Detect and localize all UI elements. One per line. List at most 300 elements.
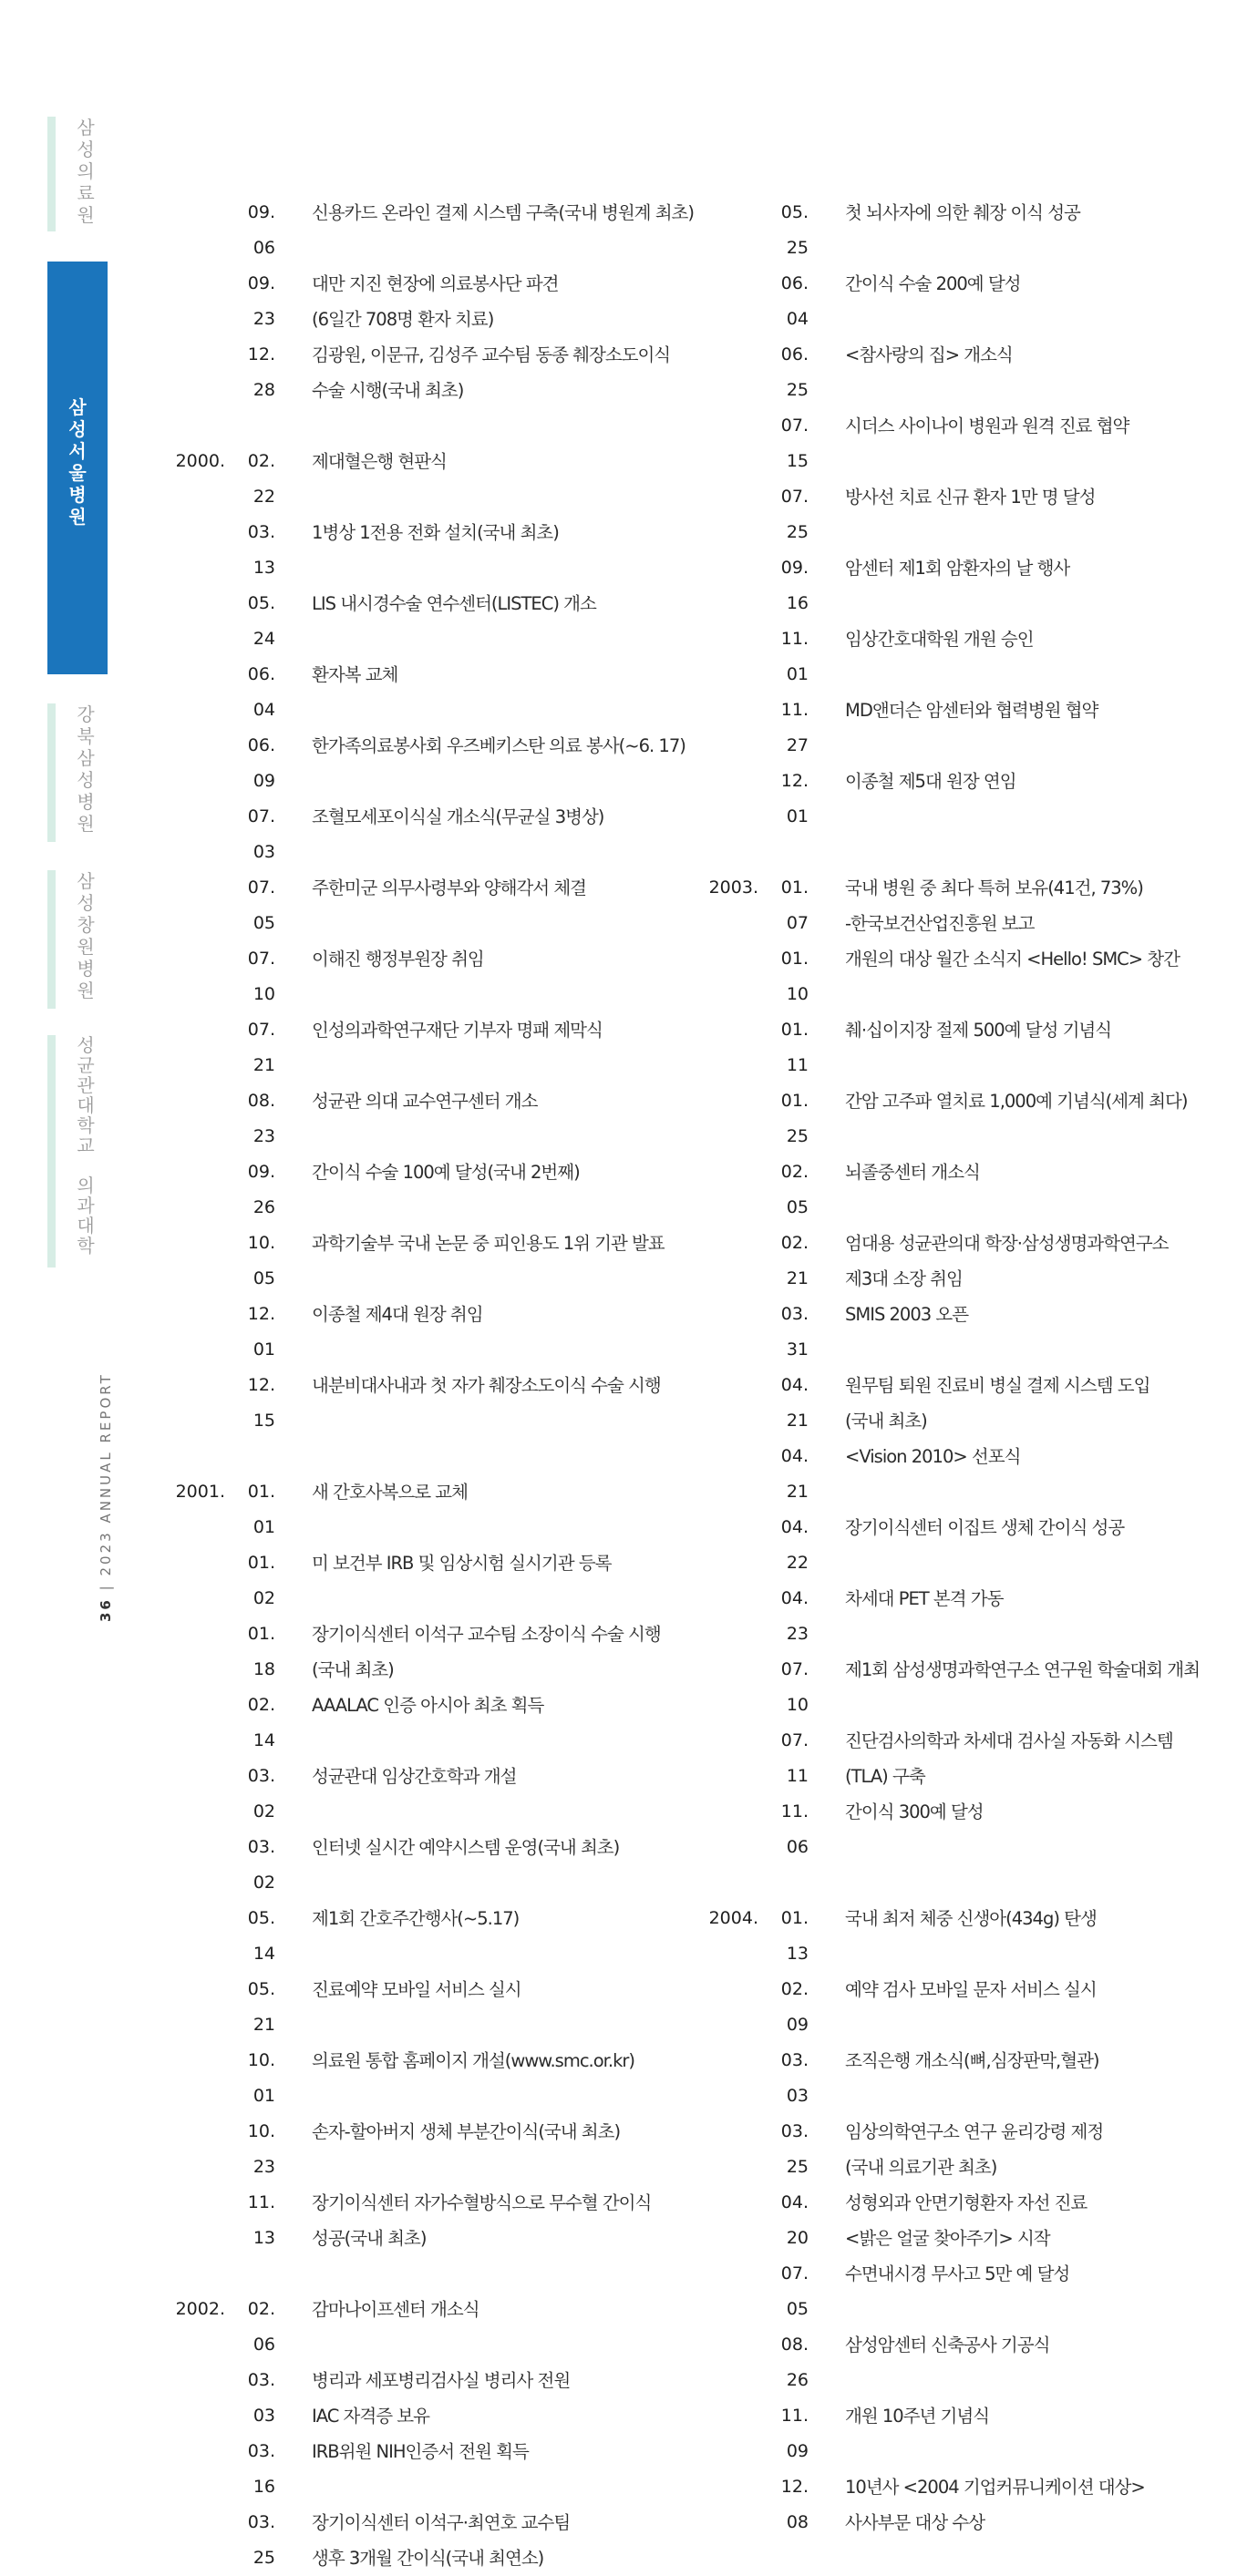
tab-indicator-bar <box>47 1035 56 1267</box>
timeline-entry <box>137 1616 684 1688</box>
entry-date: 12. 08 <box>780 2477 809 2532</box>
entry-year <box>137 1226 225 1297</box>
entry-text-line: 방사선 치료 신규 환자 1만 명 달성 <box>845 487 1096 508</box>
entry-year <box>137 1368 225 1439</box>
entry-text-line: (국내 의료기관 최초) <box>845 2157 997 2178</box>
entry-year <box>670 479 758 550</box>
entry-text-line: 감마나이프센터 개소식 <box>312 2299 479 2320</box>
entry-description <box>845 764 1210 835</box>
timeline-entry <box>670 870 1217 941</box>
entry-text-line: 장기이식센터 이석구 교수팀 소장이식 수술 시행 <box>312 1624 661 1645</box>
timeline-right-column <box>670 195 1217 2540</box>
side-tab-label: 삼 성 창 원 병 원 <box>77 870 95 1001</box>
timeline-entry <box>137 1688 684 1759</box>
entry-date: 05. 14 <box>247 1908 275 1964</box>
entry-text-line: 암센터 제1회 암환자의 날 행사 <box>845 558 1070 579</box>
entry-date: 02. 05 <box>780 1162 809 1217</box>
entry-year <box>137 1297 225 1368</box>
entry-text-line: 제1회 간호주간행사(~5.17) <box>312 1908 520 1929</box>
timeline-entry <box>137 1474 684 1545</box>
entry-description <box>312 444 676 515</box>
entry-text-line: -한국보건산업진흥원 보고 <box>845 913 1035 934</box>
entry-date: 03. 25 <box>780 2121 809 2177</box>
entry-text-line: 성형외과 안면기형환자 자선 진료 <box>845 2192 1088 2213</box>
footer-separator: | <box>98 1583 114 1591</box>
entry-description <box>845 621 1210 693</box>
entry-text-line: 한가족의료봉사회 우즈베키스탄 의료 봉사(~6. 17) <box>312 735 686 756</box>
entry-year <box>670 1297 758 1368</box>
timeline-entry <box>670 1794 1217 1865</box>
entry-description <box>845 2114 1210 2185</box>
timeline-entry <box>137 2292 684 2363</box>
entry-year <box>137 941 225 1012</box>
entry-year <box>137 657 225 728</box>
timeline-entry <box>137 266 684 337</box>
entry-description <box>312 2114 676 2185</box>
entry-description <box>845 870 1210 941</box>
entry-text-line: 환자복 교체 <box>312 664 398 685</box>
timeline-entry <box>137 1368 684 1439</box>
entry-date: 11. 27 <box>780 700 809 755</box>
timeline-entry <box>670 1901 1217 1972</box>
entry-description <box>845 2327 1210 2398</box>
entry-text-line: 시더스 사이나이 병원과 원격 진료 협약 <box>845 416 1129 436</box>
timeline-entry <box>137 586 684 657</box>
timeline-entry <box>137 941 684 1012</box>
entry-text-line: 성균관 의대 교수연구센터 개소 <box>312 1091 538 1112</box>
timeline-entry <box>670 1368 1217 1439</box>
timeline-entry <box>137 1545 684 1616</box>
entry-description <box>312 2185 676 2256</box>
entry-year <box>670 337 758 408</box>
entry-description <box>845 1510 1210 1581</box>
entry-date: 10. 05 <box>247 1233 275 1288</box>
entry-description <box>845 1439 1210 1510</box>
entry-year <box>670 195 758 266</box>
entry-text-line: 조혈모세포이식실 개소식(무균실 3병상) <box>312 806 604 827</box>
entry-description <box>312 728 686 799</box>
timeline-entry <box>670 1439 1217 1510</box>
entry-year <box>670 1510 758 1581</box>
timeline-entry <box>670 2327 1217 2398</box>
entry-description <box>845 2398 1210 2469</box>
entry-description <box>845 1226 1210 1297</box>
timeline-entry <box>137 1901 684 1972</box>
entry-description <box>312 1083 676 1155</box>
entry-text-line: 개원의 대상 월간 소식지 <Hello! SMC> 창간 <box>845 949 1180 970</box>
entry-description <box>845 1581 1210 1652</box>
entry-text-line: MD앤더슨 암센터와 협력병원 협약 <box>845 700 1098 721</box>
tab-indicator-bar <box>47 703 56 842</box>
timeline-entry <box>670 479 1217 550</box>
entry-description <box>312 1368 676 1439</box>
entry-description <box>845 1794 1210 1865</box>
timeline-entry <box>670 941 1217 1012</box>
entry-year <box>137 2363 225 2434</box>
side-tab-samsung-medical-center[interactable] <box>47 117 108 231</box>
entry-year <box>137 337 225 408</box>
entry-date: 11. 06 <box>780 1801 809 1857</box>
entry-year: 2000. <box>175 451 225 471</box>
timeline-entry <box>137 657 684 728</box>
side-tab-label: 강 북 삼 성 병 원 <box>77 703 95 835</box>
entry-description <box>845 2185 1210 2256</box>
entry-year <box>670 266 758 337</box>
entry-text-line: 췌·십이지장 절제 500예 달성 기념식 <box>845 1020 1112 1041</box>
timeline-entry <box>137 2185 684 2256</box>
entry-year <box>670 550 758 621</box>
entry-text-line: 제대혈은행 현판식 <box>312 451 447 472</box>
entry-description <box>845 1012 1210 1083</box>
entry-description <box>312 1474 676 1545</box>
entry-description <box>312 1545 676 1616</box>
entry-description <box>845 408 1210 479</box>
entry-description <box>312 337 676 408</box>
entry-description <box>845 550 1210 621</box>
entry-year <box>670 941 758 1012</box>
timeline-entry <box>670 337 1217 408</box>
entry-description <box>312 1759 676 1830</box>
entry-year <box>670 1723 758 1794</box>
entry-year <box>670 1012 758 1083</box>
entry-text-line: <Vision 2010> 선포식 <box>845 1446 1021 1467</box>
entry-text-line: 김광원, 이문규, 김성주 교수팀 동종 췌장소도이식 <box>312 344 671 365</box>
entry-date: 04. 21 <box>780 1446 809 1502</box>
entry-date: 02. 09 <box>780 1979 809 2035</box>
entry-date: 01. 11 <box>780 1020 809 1075</box>
timeline-entry <box>137 2114 684 2185</box>
entry-date: 06. 25 <box>780 344 809 400</box>
entry-date: 09. 23 <box>247 273 275 329</box>
entry-date: 07. 10 <box>247 949 275 1004</box>
entry-description <box>312 1155 676 1226</box>
side-tab-skku-medical-school[interactable] <box>47 1035 108 1267</box>
entry-text-line: 장기이식센터 자가수혈방식으로 무수혈 간이식 <box>312 2192 652 2213</box>
entry-text-line: 간이식 300예 달성 <box>845 1801 984 1822</box>
entry-text-line: 내분비대사내과 첫 자가 췌장소도이식 수술 시행 <box>312 1375 661 1396</box>
entry-text-line: (TLA) 구축 <box>845 1766 925 1787</box>
entry-year <box>670 2043 758 2114</box>
tab-indicator-bar <box>47 870 56 1009</box>
entry-date: 04. 21 <box>780 1375 809 1431</box>
entry-text-line: 국내 최저 체중 신생아(434g) 탄생 <box>845 1908 1097 1929</box>
report-title: 2023 ANNUAL REPORT <box>98 1372 114 1576</box>
timeline-entry <box>137 515 684 586</box>
entry-year <box>137 266 225 337</box>
entry-date: 11. 01 <box>780 629 809 684</box>
timeline-entry <box>137 2043 684 2114</box>
entry-text-line: 임상의학연구소 연구 윤리강령 제정 <box>845 2121 1104 2142</box>
entry-text-line: 손자-할아버지 생체 부분간이식(국내 최초) <box>312 2121 621 2142</box>
entry-description <box>312 2505 676 2576</box>
timeline-entry <box>137 1297 684 1368</box>
timeline-entry <box>137 728 684 799</box>
timeline-entry <box>137 2505 684 2576</box>
entry-text-line: 간이식 수술 200예 달성 <box>845 273 1021 294</box>
timeline-entry <box>137 1759 684 1830</box>
timeline-entry <box>137 444 684 515</box>
timeline-entry <box>670 2469 1217 2540</box>
entry-date: 02. 22 <box>247 451 275 507</box>
entry-date: 01. 01 <box>247 1482 275 1537</box>
entry-year <box>137 1688 225 1759</box>
entry-year: 2002. <box>175 2299 225 2319</box>
timeline-entry <box>670 1155 1217 1226</box>
entry-date: 07. 25 <box>780 487 809 542</box>
entry-date: 03. 03 <box>247 2370 275 2426</box>
entry-text-line: (국내 최초) <box>312 1659 394 1680</box>
entry-year <box>670 1581 758 1652</box>
entry-description <box>312 1901 676 1972</box>
timeline-entry <box>670 2185 1217 2256</box>
entry-text-line: SMIS 2003 오픈 <box>845 1304 969 1325</box>
entry-date: 01. 02 <box>247 1553 275 1608</box>
entry-date: 07. 11 <box>780 1730 809 1786</box>
entry-text-line: 미 보건부 IRB 및 임상시험 실시기관 등록 <box>312 1553 612 1574</box>
entry-text-line: IRB위원 NIH인증서 전원 획득 <box>312 2441 529 2462</box>
entry-date: 12. 28 <box>247 344 275 400</box>
entry-text-line: 삼성암센터 신축공사 기공식 <box>845 2335 1050 2355</box>
year-separator <box>137 1439 684 1474</box>
entry-date: 02. 06 <box>247 2299 275 2355</box>
entry-description <box>845 195 1210 266</box>
entry-year <box>137 2043 225 2114</box>
entry-text-line: LIS 내시경수술 연수센터(LISTEC) 개소 <box>312 593 596 614</box>
entry-description <box>312 870 676 941</box>
entry-description <box>845 1155 1210 1226</box>
entry-text-line: 뇌졸중센터 개소식 <box>845 1162 980 1183</box>
side-tab-kangbuk-samsung-hospital[interactable] <box>47 703 108 842</box>
entry-year <box>137 2434 225 2505</box>
entry-date: 03. 02 <box>247 1766 275 1822</box>
timeline-entry <box>670 2114 1217 2185</box>
entry-year <box>670 764 758 835</box>
entry-description <box>312 2292 676 2363</box>
year-separator <box>670 835 1217 870</box>
entry-date: 05. 24 <box>247 593 275 649</box>
entry-date: 10. 23 <box>247 2121 275 2177</box>
entry-description <box>312 1616 676 1688</box>
entry-text-line: 새 간호사복으로 교체 <box>312 1482 468 1503</box>
timeline-entry <box>670 408 1217 479</box>
entry-text-line: 성공(국내 최초) <box>312 2228 427 2249</box>
entry-text-line: 신용카드 온라인 결제 시스템 구축(국내 병원계 최초) <box>312 202 694 223</box>
entry-text-line: 임상간호대학원 개원 승인 <box>845 629 1034 650</box>
entry-text-line: <참사랑의 집> 개소식 <box>845 344 1013 365</box>
entry-description <box>845 1723 1210 1794</box>
timeline-entry <box>670 1723 1217 1794</box>
entry-description <box>312 1830 676 1901</box>
entry-description <box>312 515 676 586</box>
entry-text-line: 조직은행 개소식(뼈,심장판막,혈관) <box>845 2050 1099 2071</box>
entry-year <box>670 1652 758 1723</box>
page-footer-label <box>98 1372 114 1622</box>
entry-date: 12. 15 <box>247 1375 275 1431</box>
entry-description <box>845 2469 1210 2540</box>
entry-date: 07. 21 <box>247 1020 275 1075</box>
timeline-entry <box>670 1510 1217 1581</box>
entry-text-line: <밝은 얼굴 찾아주기> 시작 <box>845 2228 1050 2249</box>
entry-year <box>137 195 225 266</box>
side-tab-label: 성 균 관 대 학 교 의 과 대 학 <box>77 1034 95 1257</box>
entry-year <box>137 870 225 941</box>
entry-year <box>670 2185 758 2256</box>
entry-year <box>137 2185 225 2256</box>
entry-year <box>670 1226 758 1297</box>
entry-description <box>845 2256 1210 2327</box>
timeline-entry <box>670 1652 1217 1723</box>
entry-text-line: 엄대용 성균관의대 학장·삼성생명과학연구소 <box>845 1233 1169 1254</box>
entry-year <box>670 621 758 693</box>
timeline-entry <box>670 1972 1217 2043</box>
entry-description <box>312 266 676 337</box>
timeline-entry <box>670 693 1217 764</box>
entry-date: 05. 25 <box>780 202 809 258</box>
entry-text-line: 의료원 통합 홈페이지 개설(www.smc.or.kr) <box>312 2050 635 2071</box>
entry-text-line: 첫 뇌사자에 의한 췌장 이식 성공 <box>845 202 1080 223</box>
side-tab-samsung-changwon-hospital[interactable] <box>47 870 108 1009</box>
entry-description <box>312 1226 676 1297</box>
entry-date: 03. 31 <box>780 1304 809 1360</box>
entry-year <box>670 2327 758 2398</box>
entry-year <box>670 408 758 479</box>
entry-date: 02. 14 <box>247 1695 275 1750</box>
entry-date: 12. 01 <box>247 1304 275 1360</box>
entry-text-line: 대만 지진 현장에 의료봉사단 파견 <box>312 273 559 294</box>
timeline-entry <box>670 1012 1217 1083</box>
entry-year <box>137 586 225 657</box>
entry-date: 03. 25 <box>247 2512 275 2568</box>
entry-text-line: 1병상 1전용 전화 설치(국내 최초) <box>312 522 559 543</box>
entry-year: 2003. <box>708 877 758 898</box>
entry-date: 06. 04 <box>780 273 809 329</box>
entry-date: 04. 22 <box>780 1517 809 1573</box>
entry-description <box>312 657 676 728</box>
entry-year <box>137 2114 225 2185</box>
entry-description <box>845 1972 1210 2043</box>
entry-year <box>670 1155 758 1226</box>
year-separator <box>137 2256 684 2292</box>
entry-year <box>137 1155 225 1226</box>
entry-description <box>845 1652 1210 1723</box>
entry-text-line: (국내 최초) <box>845 1411 927 1432</box>
entry-date: 10. 01 <box>247 2050 275 2106</box>
entry-description <box>312 1297 676 1368</box>
entry-description <box>845 337 1210 408</box>
entry-year <box>137 1759 225 1830</box>
side-tab-samsung-seoul-hospital[interactable] <box>47 262 108 674</box>
entry-description <box>312 2363 676 2434</box>
entry-year <box>137 1012 225 1083</box>
timeline-entry <box>137 1083 684 1155</box>
timeline-entry <box>137 2434 684 2505</box>
entry-date: 09. 16 <box>780 558 809 613</box>
entry-year <box>670 2256 758 2327</box>
entry-date: 01. 07 <box>780 877 809 933</box>
side-tab-label: 삼 성 서 울 병 원 <box>68 396 87 528</box>
timeline-entry <box>670 2256 1217 2327</box>
timeline-entry <box>670 195 1217 266</box>
entry-year: 2004. <box>708 1908 758 1928</box>
entry-year <box>670 2469 758 2540</box>
entry-year <box>137 799 225 870</box>
entry-description <box>312 586 676 657</box>
entry-text-line: 진료예약 모바일 서비스 실시 <box>312 1979 521 2000</box>
entry-text-line: 간암 고주파 열치료 1,000예 기념식(세계 최다) <box>845 1091 1188 1112</box>
entry-description <box>312 1972 676 2043</box>
entry-description <box>845 1368 1210 1439</box>
year-separator <box>670 1865 1217 1901</box>
entry-text-line: 이해진 행정부원장 취임 <box>312 949 484 970</box>
entry-text-line: 생후 3개월 간이식(국내 최연소) <box>312 2548 544 2569</box>
entry-year <box>670 1368 758 1439</box>
entry-year <box>137 1616 225 1688</box>
entry-text-line: 제3대 소장 취임 <box>845 1268 963 1289</box>
entry-text-line: 병리과 세포병리검사실 병리사 전원 <box>312 2370 571 2391</box>
entry-description <box>312 195 694 266</box>
entry-date: 01. 10 <box>780 949 809 1004</box>
entry-date: 07. 15 <box>780 416 809 471</box>
entry-text-line: 수면내시경 무사고 5만 예 달성 <box>845 2263 1070 2284</box>
entry-date: 04. 20 <box>780 2192 809 2248</box>
entry-date: 12. 01 <box>780 771 809 826</box>
timeline-entry <box>670 621 1217 693</box>
timeline-entry <box>670 2398 1217 2469</box>
entry-date: 06. 04 <box>247 664 275 720</box>
entry-text-line: 제1회 삼성생명과학연구소 연구원 학술대회 개최 <box>845 1659 1200 1680</box>
entry-year <box>670 2114 758 2185</box>
entry-text-line: 원무팀 퇴원 진료비 병실 결제 시스템 도입 <box>845 1375 1150 1396</box>
entry-date: 11. 13 <box>247 2192 275 2248</box>
timeline-entry <box>137 1012 684 1083</box>
entry-date: 11. 09 <box>780 2406 809 2461</box>
timeline-entry <box>670 1226 1217 1297</box>
entry-text-line: 수술 시행(국내 최초) <box>312 380 464 401</box>
timeline-entry <box>670 266 1217 337</box>
entry-description <box>845 941 1210 1012</box>
entry-date: 01. 13 <box>780 1908 809 1964</box>
entry-description <box>312 2043 676 2114</box>
entry-year <box>670 2398 758 2469</box>
entry-description <box>845 1083 1210 1155</box>
entry-year <box>670 693 758 764</box>
entry-year <box>137 1830 225 1901</box>
entry-text-line: 인터넷 실시간 예약시스템 운영(국내 최초) <box>312 1837 620 1858</box>
entry-date: 08. 26 <box>780 2335 809 2390</box>
entry-date: 03. 16 <box>247 2441 275 2497</box>
timeline-entry <box>670 550 1217 621</box>
entry-text-line: 성균관대 임상간호학과 개설 <box>312 1766 517 1787</box>
entry-year <box>137 1901 225 1972</box>
entry-text-line: AAALAC 인증 아시아 최초 획득 <box>312 1695 544 1716</box>
entry-text-line: 장기이식센터 이집트 생체 간이식 성공 <box>845 1517 1125 1538</box>
timeline-entry <box>137 799 684 870</box>
entry-year <box>670 1083 758 1155</box>
entry-year <box>137 2505 225 2576</box>
entry-description <box>845 1297 1210 1368</box>
timeline-entry <box>137 2363 684 2434</box>
entry-year <box>137 1083 225 1155</box>
timeline-left-column <box>137 195 694 2576</box>
page-number: 36 <box>98 1597 114 1622</box>
entry-text-line: 이종철 제4대 원장 취임 <box>312 1304 483 1325</box>
timeline-entry <box>670 2043 1217 2114</box>
entry-date: 04. 23 <box>780 1588 809 1644</box>
entry-date: 05. 21 <box>247 1979 275 2035</box>
entry-text-line: 이종철 제5대 원장 연임 <box>845 771 1016 792</box>
entry-date: 07. 10 <box>780 1659 809 1715</box>
entry-year <box>137 1545 225 1616</box>
